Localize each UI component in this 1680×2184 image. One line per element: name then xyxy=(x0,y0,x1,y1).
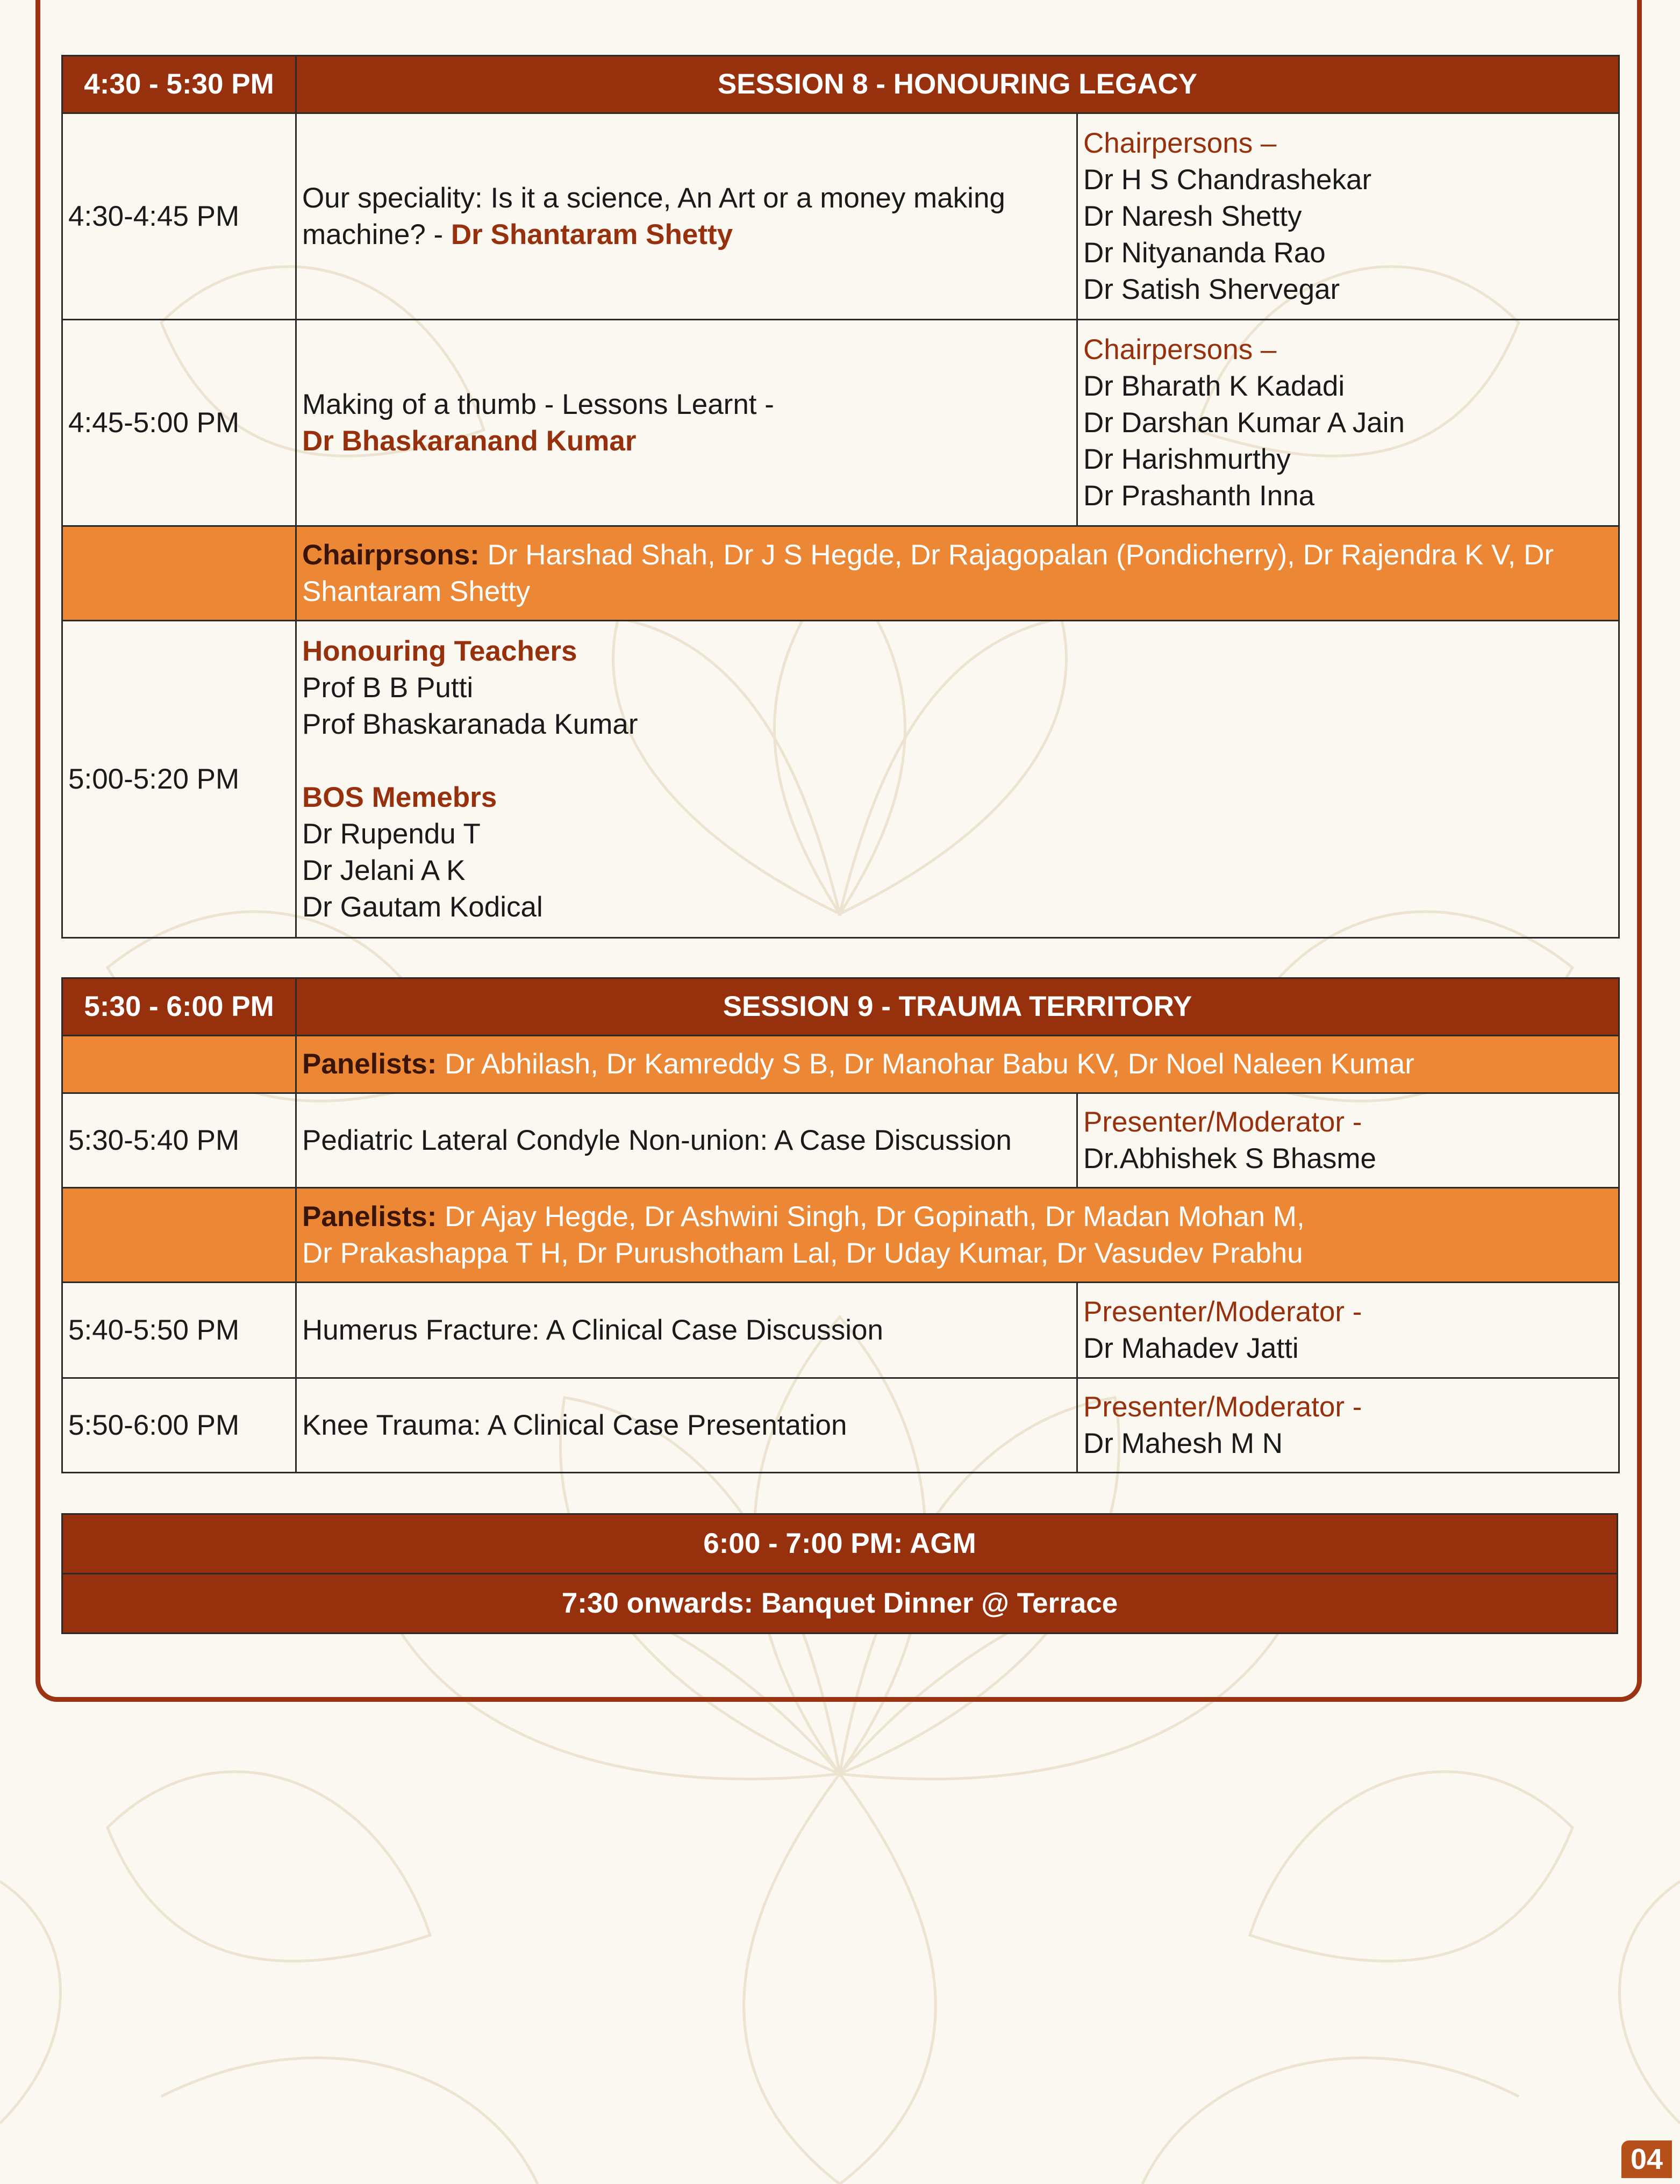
talk-title: Making of a thumb - Lessons Learnt - Dr Bhaskaranand Kumar xyxy=(296,320,1077,526)
teacher-name: Prof Bhaskaranada Kumar xyxy=(302,708,638,740)
chair-name: Dr Prashanth Inna xyxy=(1083,479,1315,512)
teacher-name: Prof B B Putti xyxy=(302,671,474,704)
panelists-label: Panelists: xyxy=(302,1048,437,1080)
honouring-row xyxy=(62,621,1619,938)
panelists-band xyxy=(62,1036,1619,1093)
panelists-names: Dr Ajay Hegde, Dr Ashwini Singh, Dr Gopinath, Dr Madan Mohan M, xyxy=(437,1200,1305,1233)
session-9-header xyxy=(62,978,1619,1036)
chair-label: Chairpersons – xyxy=(1083,127,1277,159)
dinner-row xyxy=(62,1574,1618,1634)
talk-speaker: Dr Bhaskaranand Kumar xyxy=(302,425,637,457)
talk-row xyxy=(62,320,1619,526)
presenter-name: Dr Mahesh M N xyxy=(1083,1427,1283,1459)
case-row xyxy=(62,1093,1619,1188)
bos-name: Dr Rupendu T xyxy=(302,818,481,850)
talk-chairs xyxy=(1077,113,1619,320)
session-8-title: SESSION 8 - HONOURING LEGACY xyxy=(296,56,1619,113)
presenter-name: Dr Mahadev Jatti xyxy=(1083,1332,1299,1364)
dinner-text: 7:30 onwards: Banquet Dinner @ Terrace xyxy=(62,1574,1618,1634)
chairpersons-label: Chairprsons: xyxy=(302,539,480,571)
panelists-band xyxy=(62,1188,1619,1283)
case-time: 5:40-5:50 PM xyxy=(62,1283,296,1378)
presenter-name: Dr.Abhishek S Bhasme xyxy=(1083,1142,1376,1175)
panelists-names: Dr Prakashappa T H, Dr Purushotham Lal, Dr Uday Kumar, Dr Vasudev Prabhu xyxy=(302,1237,1303,1269)
case-title: Humerus Fracture: A Clinical Case Discussion xyxy=(296,1283,1077,1378)
talk-speaker: Dr Shantaram Shetty xyxy=(451,218,733,250)
presenter-label: Presenter/Moderator - xyxy=(1083,1391,1362,1423)
talk-time: 4:45-5:00 PM xyxy=(62,320,296,526)
case-row xyxy=(62,1283,1619,1378)
bos-name: Dr Gautam Kodical xyxy=(302,891,543,923)
chair-name: Dr Nityananda Rao xyxy=(1083,237,1326,269)
talk-chairs xyxy=(1077,320,1619,526)
honouring-time: 5:00-5:20 PM xyxy=(62,621,296,938)
chair-name: Dr H S Chandrashekar xyxy=(1083,163,1372,196)
panelists-names: Dr Abhilash, Dr Kamreddy S B, Dr Manohar Babu KV, Dr Noel Naleen Kumar xyxy=(437,1048,1414,1080)
page-number: 04 xyxy=(1621,2140,1672,2178)
teachers-label: Honouring Teachers xyxy=(302,635,577,667)
closing-table xyxy=(61,1513,1618,1634)
talk-row xyxy=(62,113,1619,320)
session-9-title: SESSION 9 - TRAUMA TERRITORY xyxy=(296,978,1619,1036)
session-8-table xyxy=(61,55,1620,939)
talk-time: 4:30-4:45 PM xyxy=(62,113,296,320)
agm-text: 6:00 - 7:00 PM: AGM xyxy=(62,1514,1618,1574)
presenter-label: Presenter/Moderator - xyxy=(1083,1295,1362,1328)
chairpersons-band xyxy=(62,526,1619,621)
case-title: Pediatric Lateral Condyle Non-union: A Case Discussion xyxy=(296,1093,1077,1188)
session-8-header xyxy=(62,56,1619,113)
panelists-label: Panelists: xyxy=(302,1200,437,1233)
presenter-label: Presenter/Moderator - xyxy=(1083,1106,1362,1138)
chair-name: Dr Bharath K Kadadi xyxy=(1083,370,1345,402)
case-title: Knee Trauma: A Clinical Case Presentation xyxy=(296,1378,1077,1473)
case-time: 5:30-5:40 PM xyxy=(62,1093,296,1188)
bos-name: Dr Jelani A K xyxy=(302,854,466,886)
chair-label: Chairpersons – xyxy=(1083,333,1277,366)
chair-name: Dr Satish Shervegar xyxy=(1083,273,1340,305)
talk-title: Our speciality: Is it a science, An Art or a money making machine? - Dr Shantaram Shetty xyxy=(296,113,1077,320)
case-row xyxy=(62,1378,1619,1473)
case-time: 5:50-6:00 PM xyxy=(62,1378,296,1473)
chair-name: Dr Naresh Shetty xyxy=(1083,200,1302,232)
chair-name: Dr Harishmurthy xyxy=(1083,443,1291,475)
agm-row xyxy=(62,1514,1618,1574)
bos-label: BOS Memebrs xyxy=(302,781,497,813)
chairpersons-names: Dr Harshad Shah, Dr J S Hegde, Dr Rajagopalan (Pondicherry), Dr Rajendra K V, Dr Shantaram Shetty xyxy=(302,539,1554,607)
session-9-table xyxy=(61,977,1620,1473)
session-9-time: 5:30 - 6:00 PM xyxy=(62,978,296,1036)
chair-name: Dr Darshan Kumar A Jain xyxy=(1083,406,1405,439)
session-8-time: 4:30 - 5:30 PM xyxy=(62,56,296,113)
